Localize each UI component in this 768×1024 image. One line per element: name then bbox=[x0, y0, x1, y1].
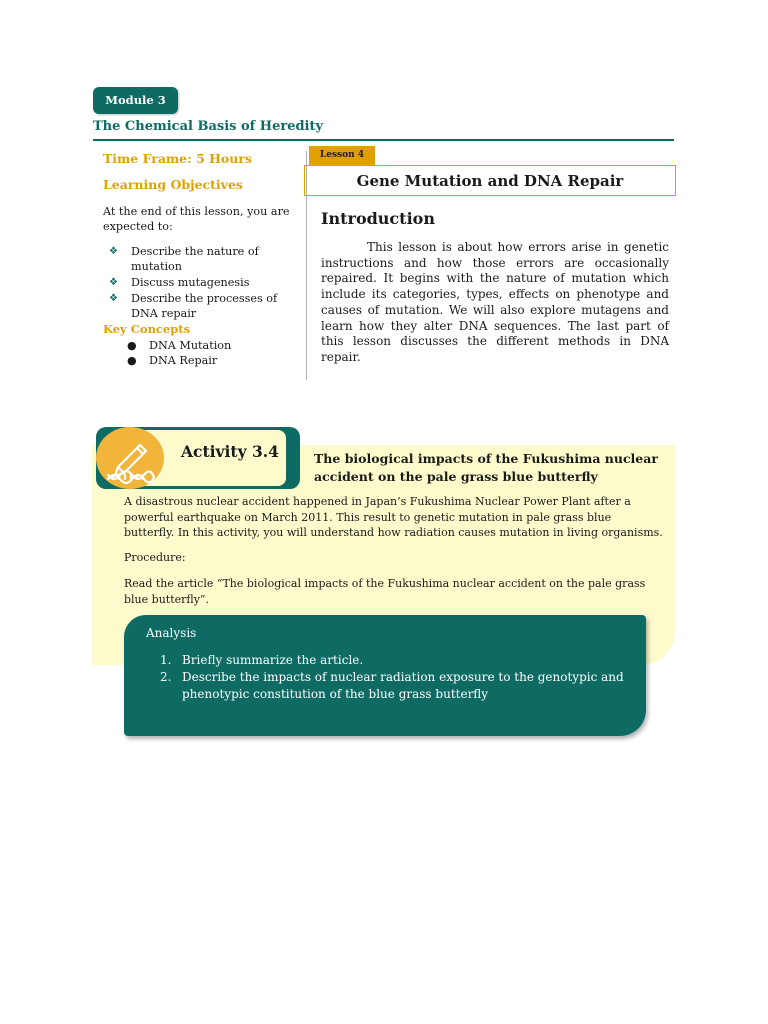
diamond-bullet-icon: ❖ bbox=[109, 277, 118, 288]
lesson-tab: Lesson 4 bbox=[309, 146, 375, 165]
introduction-paragraph: This lesson is about how errors arise in genetic instructions and how those errors are occasionally repaired. It begins with the nature of mutation which include its categories, types, effects on phenotype and causes of mutation. We will also explore mutagens and learn how they alter DNA sequences. The last part of this lesson discusses the different methods in DNA repair. bbox=[321, 240, 669, 364]
introduction-heading: Introduction bbox=[321, 209, 435, 228]
objectives-intro: At the end of this lesson, you are expected to: bbox=[103, 205, 290, 233]
analysis-item: 2. Describe the impacts of nuclear radiation exposure to the genotypic and phenotypic constitution of the blue grass butterfly bbox=[160, 670, 624, 701]
analysis-list bbox=[160, 652, 630, 703]
time-frame: Time Frame: 5 Hours bbox=[103, 151, 252, 166]
analysis-item: 1. Briefly summarize the article. bbox=[160, 653, 364, 667]
bullet-dot-icon: ● bbox=[127, 339, 137, 352]
diamond-bullet-icon: ❖ bbox=[109, 293, 118, 304]
key-concepts-list bbox=[125, 338, 231, 368]
procedure-text: Read the article “The biological impacts of the Fukushima nuclear accident on the pale grass blue butterfly”. bbox=[124, 577, 646, 606]
key-concept-item: ● DNA Repair bbox=[127, 354, 218, 367]
procedure-label: Procedure: bbox=[124, 551, 186, 564]
activity-title: The biological impacts of the Fukushima nuclear accident on the pale grass blue butterfly bbox=[314, 451, 658, 484]
objectives-list bbox=[106, 244, 306, 322]
lesson-title: Gene Mutation and DNA Repair bbox=[304, 165, 676, 196]
diamond-bullet-icon: ❖ bbox=[109, 246, 118, 257]
objective-item: ❖ Describe the nature of mutation bbox=[109, 245, 259, 273]
pencil-dna-icon bbox=[96, 427, 164, 489]
bullet-dot-icon: ● bbox=[127, 354, 137, 367]
objectives-heading: Learning Objectives bbox=[103, 177, 243, 192]
key-concepts-heading: Key Concepts bbox=[103, 322, 191, 336]
module-tab: Module 3 bbox=[93, 87, 178, 114]
objective-item: ❖ Describe the processes of DNA repair bbox=[109, 292, 278, 320]
analysis-title: Analysis bbox=[146, 626, 197, 640]
activity-label: Activity 3.4 bbox=[181, 442, 279, 461]
key-concept-item: ● DNA Mutation bbox=[127, 339, 232, 352]
objective-item: ❖ Discuss mutagenesis bbox=[109, 276, 250, 289]
module-title: The Chemical Basis of Heredity bbox=[93, 119, 324, 134]
header-divider bbox=[93, 139, 674, 141]
activity-description: A disastrous nuclear accident happened in Japan’s Fukushima Nuclear Power Plant after a powerful earthquake on March 2011. This result to genetic mutation in pale grass blue butterfly. In this activity, you will understand how radiation causes mutation in living organisms. bbox=[124, 495, 663, 540]
